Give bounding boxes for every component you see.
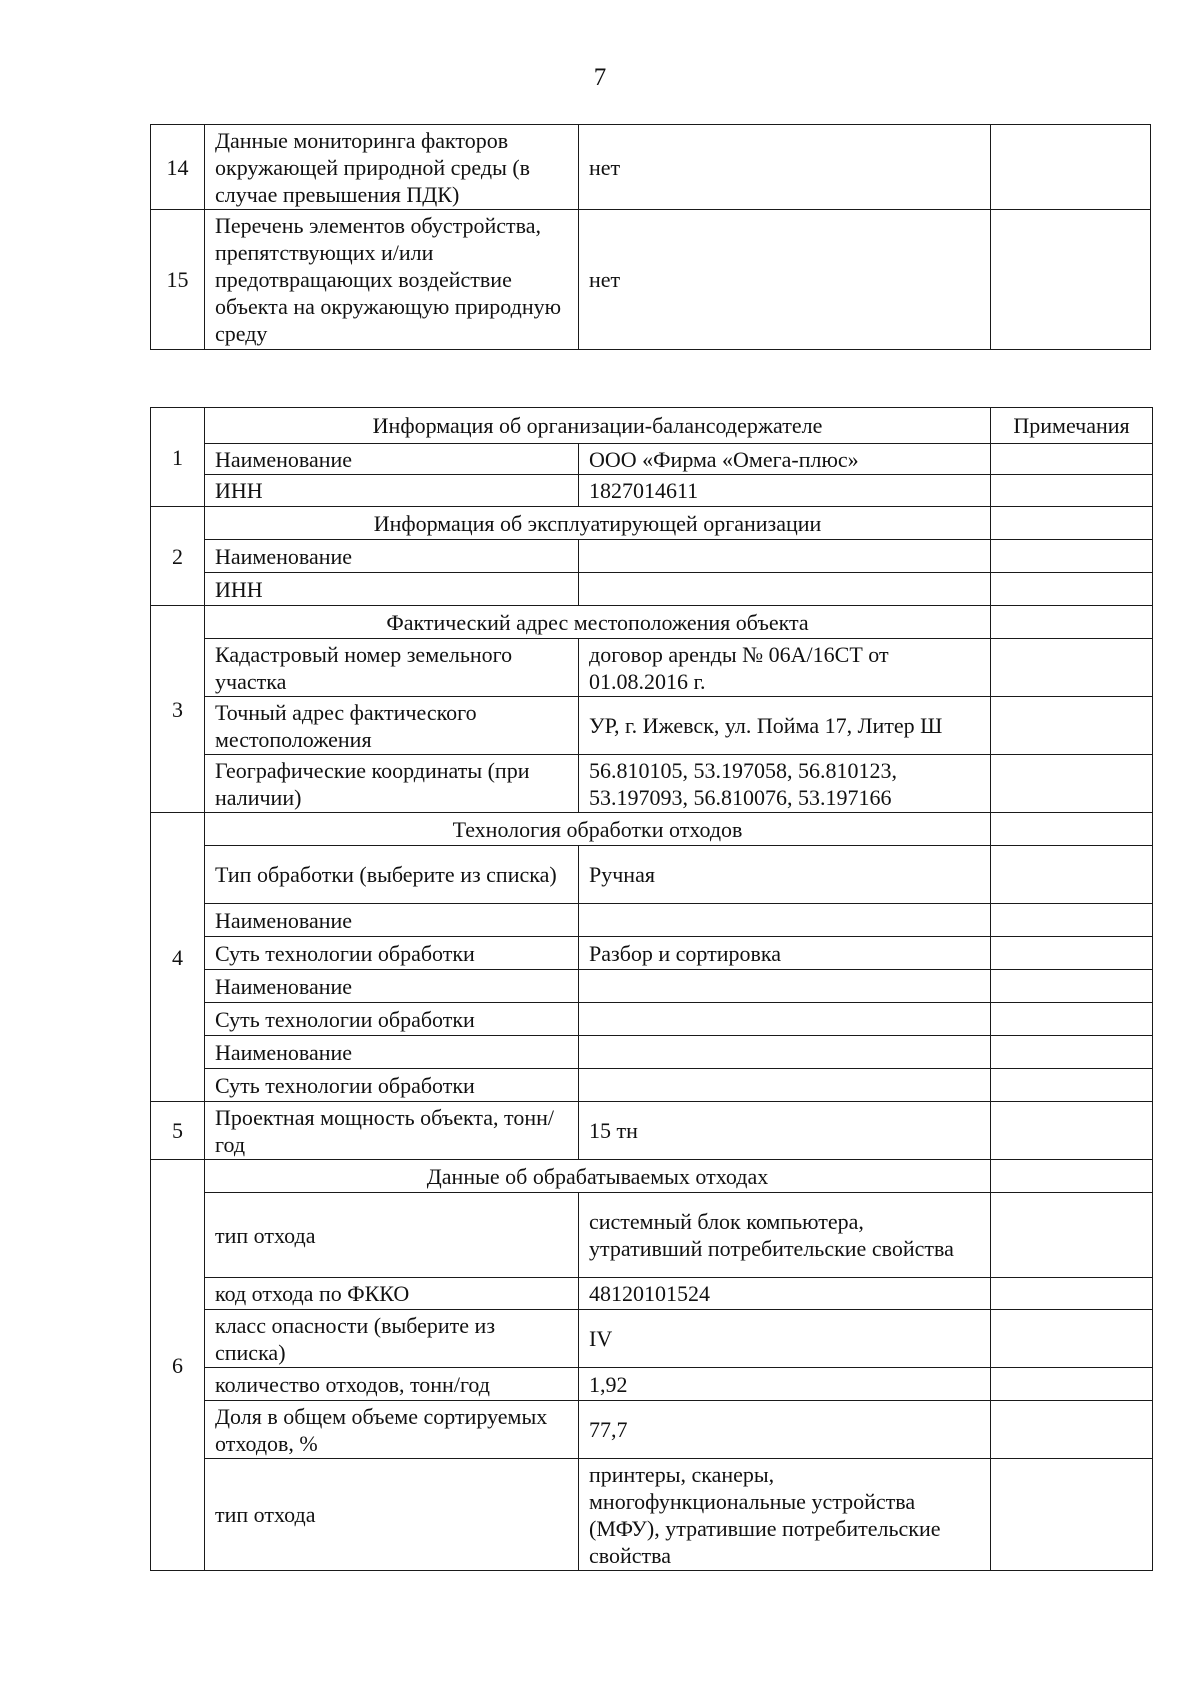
row-note [991, 125, 1151, 210]
row-label: Точный адрес фактического местоположения [205, 697, 579, 755]
section-number: 3 [151, 606, 205, 813]
row-note [991, 444, 1153, 475]
row-label: ИНН [205, 475, 579, 507]
row-note [991, 813, 1153, 846]
row-label: Наименование [205, 444, 579, 475]
row-value: УР, г. Ижевск, ул. Пойма 17, Литер Ш [579, 697, 991, 755]
table-row [151, 937, 1153, 970]
table-row [151, 1368, 1153, 1401]
row-label: Наименование [205, 970, 579, 1003]
section-number: 1 [151, 408, 205, 507]
table-row [151, 904, 1153, 937]
row-value: 77,7 [579, 1401, 991, 1459]
row-value: 48120101524 [579, 1278, 991, 1310]
section-header: Информация об эксплуатирующей организации [205, 507, 991, 540]
row-value: принтеры, сканеры, многофункциональные устройства (МФУ), утратившие потребительские свойства [579, 1459, 991, 1571]
row-value: IV [579, 1310, 991, 1368]
table-row [151, 573, 1153, 606]
section-header-row [151, 813, 1153, 846]
table-row [151, 1459, 1153, 1571]
table-row [151, 1193, 1153, 1278]
table-row [151, 125, 1151, 210]
row-value: Разбор и сортировка [579, 937, 991, 970]
row-label: Суть технологии обработки [205, 937, 579, 970]
section-header: Фактический адрес местоположения объекта [205, 606, 991, 639]
row-number: 15 [151, 210, 205, 350]
table-row [151, 1036, 1153, 1069]
row-note [991, 540, 1153, 573]
row-note [991, 1459, 1153, 1571]
row-label: класс опасности (выберите из списка) [205, 1310, 579, 1368]
row-note [991, 507, 1153, 540]
row-value: системный блок компьютера, утративший потребительские свойства [579, 1193, 991, 1278]
row-note [991, 1003, 1153, 1036]
page-number: 7 [593, 64, 607, 91]
section-number: 2 [151, 507, 205, 606]
row-label: ИНН [205, 573, 579, 606]
row-note [991, 210, 1151, 350]
table-row [151, 1401, 1153, 1459]
row-value: договор аренды № 06А/16СТ от 01.08.2016 г. [579, 639, 991, 697]
row-label: Данные мониторинга факторов окружающей природной среды (в случае превышения ПДК) [205, 125, 579, 210]
table-row [151, 755, 1153, 813]
row-note [991, 904, 1153, 937]
row-label: тип отхода [205, 1459, 579, 1571]
table-row [151, 1310, 1153, 1368]
row-note [991, 573, 1153, 606]
row-label: Перечень элементов обустройства, препятствующих и/или предотвращающих воздействие объекта на окружающую природную среду [205, 210, 579, 350]
row-value [579, 1036, 991, 1069]
row-label: Проектная мощность объекта, тонн/год [205, 1102, 579, 1160]
row-value [579, 573, 991, 606]
row-label: Тип обработки (выберите из списка) [205, 846, 579, 904]
row-value [579, 1003, 991, 1036]
row-note [991, 1193, 1153, 1278]
table-row [151, 540, 1153, 573]
row-label: Географические координаты (при наличии) [205, 755, 579, 813]
section-header-row [151, 606, 1153, 639]
row-label: Наименование [205, 904, 579, 937]
continuation-table [150, 124, 1151, 350]
row-note [991, 970, 1153, 1003]
row-value: 1,92 [579, 1368, 991, 1401]
table-row [151, 970, 1153, 1003]
row-note [991, 639, 1153, 697]
row-note [991, 937, 1153, 970]
table-row [151, 210, 1151, 350]
row-label: Доля в общем объеме сортируемых отходов, % [205, 1401, 579, 1459]
row-note [991, 1036, 1153, 1069]
section-number: 4 [151, 813, 205, 1102]
section-number: 5 [151, 1102, 205, 1160]
row-value: ООО «Фирма «Омега-плюс» [579, 444, 991, 475]
row-number: 14 [151, 125, 205, 210]
row-note [991, 475, 1153, 507]
row-note [991, 1310, 1153, 1368]
row-note [991, 1102, 1153, 1160]
section-header: Данные об обрабатываемых отходах [205, 1160, 991, 1193]
table-row [151, 846, 1153, 904]
row-value: 56.810105, 53.197058, 56.810123, 53.197093, 56.810076, 53.197166 [579, 755, 991, 813]
row-value [579, 970, 991, 1003]
row-label: Суть технологии обработки [205, 1003, 579, 1036]
row-label: код отхода по ФККО [205, 1278, 579, 1310]
row-label: Кадастровый номер земельного участка [205, 639, 579, 697]
object-info-table [150, 407, 1153, 1571]
section-header-row [151, 1160, 1153, 1193]
row-value [579, 540, 991, 573]
row-label: Наименование [205, 540, 579, 573]
table-row [151, 444, 1153, 475]
row-note [991, 1278, 1153, 1310]
row-note [991, 606, 1153, 639]
section-header-row [151, 507, 1153, 540]
row-value: 15 тн [579, 1102, 991, 1160]
row-value: Ручная [579, 846, 991, 904]
row-note [991, 755, 1153, 813]
section-header-row [151, 408, 1153, 444]
table-row [151, 475, 1153, 507]
row-label: тип отхода [205, 1193, 579, 1278]
row-note [991, 1069, 1153, 1102]
notes-header: Примечания [991, 408, 1153, 444]
row-note [991, 1401, 1153, 1459]
table-row [151, 1069, 1153, 1102]
row-note [991, 846, 1153, 904]
row-value: 1827014611 [579, 475, 991, 507]
row-label: Суть технологии обработки [205, 1069, 579, 1102]
table-row [151, 1003, 1153, 1036]
row-value [579, 1069, 991, 1102]
row-value: нет [579, 125, 991, 210]
row-note [991, 1368, 1153, 1401]
table-row [151, 1102, 1153, 1160]
section-number: 6 [151, 1160, 205, 1571]
section-header: Технология обработки отходов [205, 813, 991, 846]
row-label: Наименование [205, 1036, 579, 1069]
row-note [991, 697, 1153, 755]
row-value [579, 904, 991, 937]
section-header: Информация об организации-балансодержателе [205, 408, 991, 444]
row-value: нет [579, 210, 991, 350]
row-note [991, 1160, 1153, 1193]
row-label: количество отходов, тонн/год [205, 1368, 579, 1401]
table-row [151, 1278, 1153, 1310]
table-row [151, 639, 1153, 697]
table-row [151, 697, 1153, 755]
